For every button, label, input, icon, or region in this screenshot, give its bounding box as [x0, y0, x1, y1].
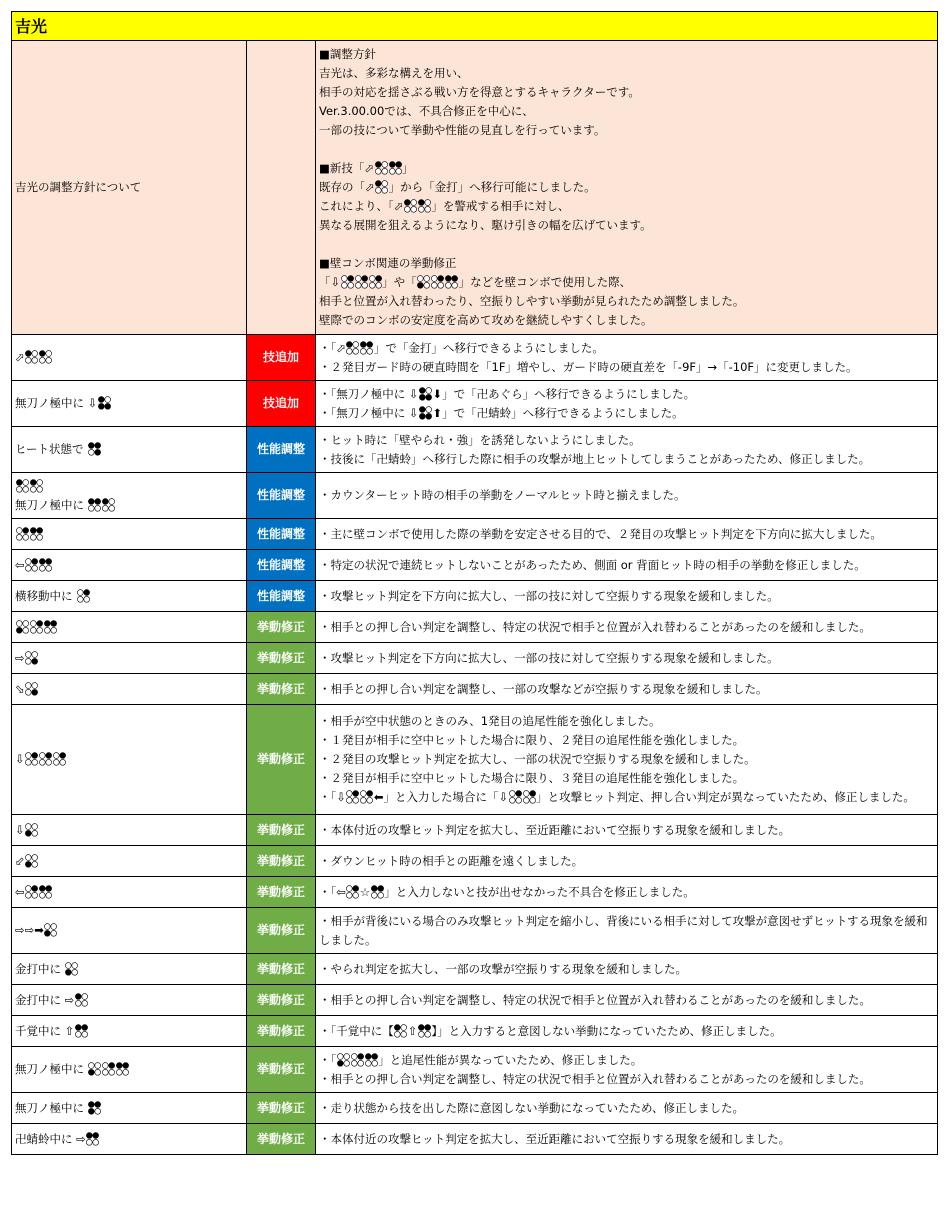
policy-line: 吉光は、多彩な構えを用い、 — [319, 66, 469, 80]
button-1110-icon — [88, 1101, 101, 1115]
description-line: ・「⬀ 」で「金打」へ移行できるようにしました。 — [319, 340, 604, 355]
description-line: ・２発目が相手に空中ヒットした場合に限り、３発目の追尾性能を強化しました。 — [319, 771, 745, 785]
change-row — [12, 815, 938, 846]
move-command-line: 金打中に — [15, 960, 243, 979]
description-line: ・「無刀ノ極中に ⇩ ⬆」で「卍蜻蛉」へ移行できるようにしました。 — [319, 405, 684, 420]
description-line: ・相手との押し合い判定を調整し、特定の状況で相手と位置が入れ替わることがあったのを緩和しました。 — [319, 992, 871, 1007]
button-0100-icon — [30, 620, 43, 634]
button-0100-icon — [369, 275, 382, 289]
policy-line: 相手の対応を揺さぶる戦い方を得意とするキャラクターです。 — [319, 85, 640, 99]
move-command-line: ⬂ — [15, 680, 243, 699]
change-row — [12, 473, 938, 519]
move-command-line: ⇦ — [15, 556, 243, 575]
change-description — [316, 473, 938, 519]
move-command-line: 無刀ノ極中に — [15, 1060, 243, 1079]
description-line: ・特定の状況で連続ヒットしないことがあったため、側面 or 背面ヒット時の相手の挙動を修正しました。 — [319, 557, 866, 572]
policy-line: 「⇩ 」や「 」などを壁コンボで使用した際、 — [319, 275, 632, 289]
move-command-line — [15, 618, 243, 637]
change-row — [12, 985, 938, 1016]
button-0010-icon — [65, 962, 78, 976]
button-1100-icon — [365, 1053, 378, 1067]
change-description — [316, 985, 938, 1016]
button-0010-icon — [417, 275, 430, 289]
button-1000-icon — [346, 341, 359, 355]
change-description — [316, 550, 938, 581]
change-type-badge: 挙動修正 — [247, 815, 316, 846]
move-command — [12, 473, 247, 519]
change-description — [316, 1047, 938, 1093]
move-command-line: ⇨⇨➡ — [15, 921, 243, 940]
move-command-line: 金打中に ⇨ — [15, 991, 243, 1010]
move-command — [12, 877, 247, 908]
move-command — [12, 612, 247, 643]
button-1011-icon — [419, 387, 432, 401]
button-0100-icon — [360, 790, 373, 804]
policy-line: Ver.3.00.00では、不具合修正を中心に、 — [319, 104, 534, 118]
change-description — [316, 519, 938, 550]
change-type-badge: 挙動修正 — [247, 1016, 316, 1047]
button-1100-icon — [88, 498, 101, 512]
move-command — [12, 1093, 247, 1124]
change-row — [12, 550, 938, 581]
button-1100-icon — [389, 161, 402, 175]
change-description — [316, 427, 938, 473]
button-0010-icon — [16, 620, 29, 634]
change-type-badge: 性能調整 — [247, 550, 316, 581]
change-description — [316, 335, 938, 381]
description-line: ・「無刀ノ極中に ⇩ ⬇」で「卍あぐら」へ移行できるようにしました。 — [319, 386, 696, 401]
change-row — [12, 381, 938, 427]
change-row — [12, 1124, 938, 1155]
change-row — [12, 335, 938, 381]
move-command — [12, 427, 247, 473]
policy-line — [319, 235, 934, 254]
policy-line: 一部の技について挙動や性能の見直しを行っています。 — [319, 123, 606, 137]
button-0100-icon — [346, 885, 359, 899]
button-0100-icon — [351, 1053, 364, 1067]
change-type-badge: 挙動修正 — [247, 985, 316, 1016]
description-line: ・相手が空中状態のときのみ、1発目の追尾性能を強化しました。 — [319, 714, 661, 728]
change-type-badge: 挙動修正 — [247, 954, 316, 985]
button-1000-icon — [39, 350, 52, 364]
policy-line: ■壁コンボ関連の挙動修正 — [319, 256, 457, 270]
button-1100-icon — [445, 275, 458, 289]
change-row — [12, 705, 938, 815]
button-1100-icon — [39, 558, 52, 572]
change-row — [12, 877, 938, 908]
button-1100-icon — [44, 620, 57, 634]
move-command — [12, 581, 247, 612]
character-title: 吉光 — [12, 12, 938, 41]
policy-label: 吉光の調整方針について — [12, 41, 247, 335]
change-type-badge: 挙動修正 — [247, 1124, 316, 1155]
button-1000-icon — [102, 498, 115, 512]
change-type-badge: 挙動修正 — [247, 1093, 316, 1124]
button-0100-icon — [39, 752, 52, 766]
button-0100-icon — [355, 275, 368, 289]
change-type-badge: 挙動修正 — [247, 705, 316, 815]
description-line: ・攻撃ヒット判定を下方向に拡大し、一部の技に対して空振りする現象を緩和しました。 — [319, 588, 779, 603]
description-line: ・走り状態から技を出した際に意図しない挙動になっていたため、修正しました。 — [319, 1100, 745, 1115]
button-0100-icon — [53, 752, 66, 766]
change-row — [12, 846, 938, 877]
policy-line: これにより、「⬀ 」を警戒する相手に対し、 — [319, 199, 570, 213]
button-0100-icon — [16, 527, 29, 541]
change-type-badge: 技追加 — [247, 381, 316, 427]
description-line: ・「千覚中に【 ⇧ 】」と入力すると意図しない挙動になっていたため、修正しました。 — [319, 1023, 782, 1038]
move-command-line: 卍蜻蛉中に ⇨ — [15, 1130, 243, 1149]
button-0100-icon — [509, 790, 522, 804]
move-command — [12, 519, 247, 550]
policy-line: 異なる展開を狙えるようになり、駆け引きの幅を広げています。 — [319, 218, 652, 232]
policy-line: ■新技「⬀ 」 — [319, 161, 414, 175]
change-type-badge: 挙動修正 — [247, 846, 316, 877]
change-row — [12, 1093, 938, 1124]
move-command — [12, 550, 247, 581]
change-description — [316, 581, 938, 612]
button-0001-icon — [25, 651, 38, 665]
move-command — [12, 954, 247, 985]
move-command — [12, 1016, 247, 1047]
move-command-line — [15, 477, 243, 496]
move-command — [12, 1047, 247, 1093]
description-line: ・「⇩ ⬅」と入力した場合に「⇩ 」と攻撃ヒット判定、押し合い判定が異なっていたため、修正しました。 — [319, 790, 915, 804]
change-description — [316, 1093, 938, 1124]
button-0010-icon — [25, 823, 38, 837]
move-command-line: 横移動中に — [15, 587, 243, 606]
policy-line: 壁際でのコンボの安定度を高めて攻めを継続しやすくしました。 — [319, 313, 653, 327]
move-command-line: 無刀ノ極中に — [15, 1099, 243, 1118]
move-command — [12, 985, 247, 1016]
button-0100-icon — [346, 790, 359, 804]
button-1000-icon — [394, 1024, 407, 1038]
change-type-badge: 挙動修正 — [247, 674, 316, 705]
description-line: ・相手が背後にいる場合のみ攻撃ヒット判定を縮小し、背後にいる相手に対して攻撃が意図せずヒットする現象を緩和しました。 — [319, 913, 928, 947]
move-command-line: ⬀ — [15, 348, 243, 367]
button-1100-icon — [371, 885, 384, 899]
button-1100-icon — [360, 341, 373, 355]
change-description — [316, 908, 938, 954]
button-1000-icon — [418, 199, 431, 213]
description-line: ・１発目が相手に空中ヒットした場合に限り、２発目の追尾性能を強化しました。 — [319, 733, 745, 747]
move-command-line: ⇨ — [15, 649, 243, 668]
change-type-badge: 技追加 — [247, 335, 316, 381]
change-type-badge: 性能調整 — [247, 427, 316, 473]
button-1100-icon — [86, 1132, 99, 1146]
button-1000-icon — [375, 180, 388, 194]
button-1000-icon — [25, 350, 38, 364]
change-row — [12, 427, 938, 473]
button-1100-icon — [418, 1024, 431, 1038]
change-type-badge: 性能調整 — [247, 473, 316, 519]
policy-line: ■調整方針 — [319, 47, 376, 61]
change-description — [316, 381, 938, 427]
move-command-line: ヒート状態で — [15, 440, 243, 459]
description-line: ・「⇦ ☆ 」と入力しないと技が出せなかった不具合を修正しました。 — [319, 884, 695, 899]
description-line: ・やられ判定を拡大し、一部の攻撃が空振りする現象を緩和しました。 — [319, 961, 687, 976]
change-description — [316, 612, 938, 643]
change-type-badge: 挙動修正 — [247, 612, 316, 643]
description-line: ・カウンターヒット時の相手の挙動をノーマルヒット時と揃えました。 — [319, 488, 686, 502]
description-line: ・相手との押し合い判定を調整し、特定の状況で相手と位置が入れ替わることがあったのを緩和しました。 — [319, 619, 871, 634]
change-type-badge: 挙動修正 — [247, 1047, 316, 1093]
description-line: ・２発目の攻撃ヒット判定を拡大し、一部の状況で空振りする現象を緩和しました。 — [319, 752, 756, 766]
button-1000-icon — [16, 479, 29, 493]
policy-text — [316, 41, 938, 335]
change-description — [316, 877, 938, 908]
policy-tag-cell — [247, 41, 316, 335]
policy-line — [319, 140, 934, 159]
move-command — [12, 335, 247, 381]
description-line: ・２発目ガード時の硬直時間を「1F」増やし、ガード時の硬直差を「-9F」→「-10F」に変更しました。 — [319, 359, 858, 374]
move-command-line: ⇩ — [15, 750, 243, 769]
change-description — [316, 705, 938, 815]
move-command-line: ⇦ — [15, 883, 243, 902]
change-type-badge: 挙動修正 — [247, 908, 316, 954]
change-type-badge: 挙動修正 — [247, 877, 316, 908]
button-1101-icon — [88, 442, 101, 456]
change-description — [316, 846, 938, 877]
move-command — [12, 643, 247, 674]
button-1011-icon — [98, 396, 111, 410]
description-line: ・主に壁コンボで使用した際の挙動を安定させる目的で、２発目の攻撃ヒット判定を下方向に拡大しました。 — [319, 526, 882, 541]
change-row — [12, 612, 938, 643]
button-1100-icon — [116, 1062, 129, 1076]
change-description — [316, 1124, 938, 1155]
move-command-line: 千覚中に ⇧ — [15, 1022, 243, 1041]
move-command-line — [15, 525, 243, 544]
description-line: ・攻撃ヒット判定を下方向に拡大し、一部の技に対して空振りする現象を緩和しました。 — [319, 650, 779, 665]
description-line: ・ダウンヒット時の相手との距離を遠くしました。 — [319, 853, 584, 868]
button-0100-icon — [102, 1062, 115, 1076]
move-command — [12, 815, 247, 846]
change-description — [316, 954, 938, 985]
button-1000-icon — [30, 479, 43, 493]
button-1000-icon — [404, 199, 417, 213]
move-command — [12, 846, 247, 877]
button-0100-icon — [431, 275, 444, 289]
policy-row — [12, 41, 938, 335]
description-line: ・ヒット時に「壁やられ・強」を誘発しないようにしました。 — [319, 432, 641, 447]
change-row — [12, 674, 938, 705]
button-0100-icon — [25, 885, 38, 899]
change-type-badge: 性能調整 — [247, 519, 316, 550]
change-row — [12, 519, 938, 550]
button-0010-icon — [25, 854, 38, 868]
description-line: ・相手との押し合い判定を調整し、一部の攻撃などが空振りする現象を緩和しました。 — [319, 681, 768, 696]
move-command — [12, 908, 247, 954]
change-row — [12, 1016, 938, 1047]
change-row — [12, 954, 938, 985]
button-0001-icon — [25, 682, 38, 696]
move-command-line: 無刀ノ極中に — [15, 496, 243, 515]
move-command — [12, 381, 247, 427]
move-command-line: ⇩ — [15, 821, 243, 840]
button-0100-icon — [25, 558, 38, 572]
description-line: ・本体付近の攻撃ヒット判定を拡大し、至近距離において空振りする現象を緩和しました。 — [319, 822, 791, 837]
button-0100-icon — [77, 589, 90, 603]
button-1100-icon — [75, 1024, 88, 1038]
move-command — [12, 705, 247, 815]
button-1011-icon — [419, 406, 432, 420]
button-1100-icon — [30, 527, 43, 541]
change-row — [12, 908, 938, 954]
patch-notes-table — [11, 11, 938, 1155]
move-command-line: ⬃ — [15, 852, 243, 871]
policy-line: 既存の「⬀ 」から「金打」へ移行可能にしました。 — [319, 180, 596, 194]
button-0010-icon — [337, 1053, 350, 1067]
title-row — [12, 12, 938, 41]
description-line: ・本体付近の攻撃ヒット判定を拡大し、至近距離において空振りする現象を緩和しました。 — [319, 1131, 791, 1146]
button-1100-icon — [39, 885, 52, 899]
move-command — [12, 1124, 247, 1155]
description-line: ・「 」と追尾性能が異なっていたため、修正しました。 — [319, 1052, 643, 1067]
button-1000-icon — [75, 993, 88, 1007]
change-description — [316, 815, 938, 846]
button-0100-icon — [25, 752, 38, 766]
button-0010-icon — [44, 923, 57, 937]
button-0010-icon — [88, 1062, 101, 1076]
change-row — [12, 581, 938, 612]
description-line: ・相手との押し合い判定を調整し、特定の状況で相手と位置が入れ替わることがあったのを緩和しました。 — [319, 1071, 871, 1086]
change-type-badge: 挙動修正 — [247, 643, 316, 674]
change-description — [316, 643, 938, 674]
change-type-badge: 性能調整 — [247, 581, 316, 612]
move-command — [12, 674, 247, 705]
change-description — [316, 674, 938, 705]
policy-line: 相手と位置が入れ替わったり、空振りしやすい挙動が見られたため調整しました。 — [319, 294, 745, 308]
button-1000-icon — [375, 161, 388, 175]
description-line: ・技後に「卍蜻蛉」へ移行した際に相手の攻撃が地上ヒットしてしまうことがあったため、修正しました。 — [319, 451, 871, 466]
change-description — [316, 1016, 938, 1047]
change-row — [12, 643, 938, 674]
button-0100-icon — [341, 275, 354, 289]
move-command-line: 無刀ノ極中に ⇩ — [15, 394, 243, 413]
change-row — [12, 1047, 938, 1093]
button-0100-icon — [523, 790, 536, 804]
